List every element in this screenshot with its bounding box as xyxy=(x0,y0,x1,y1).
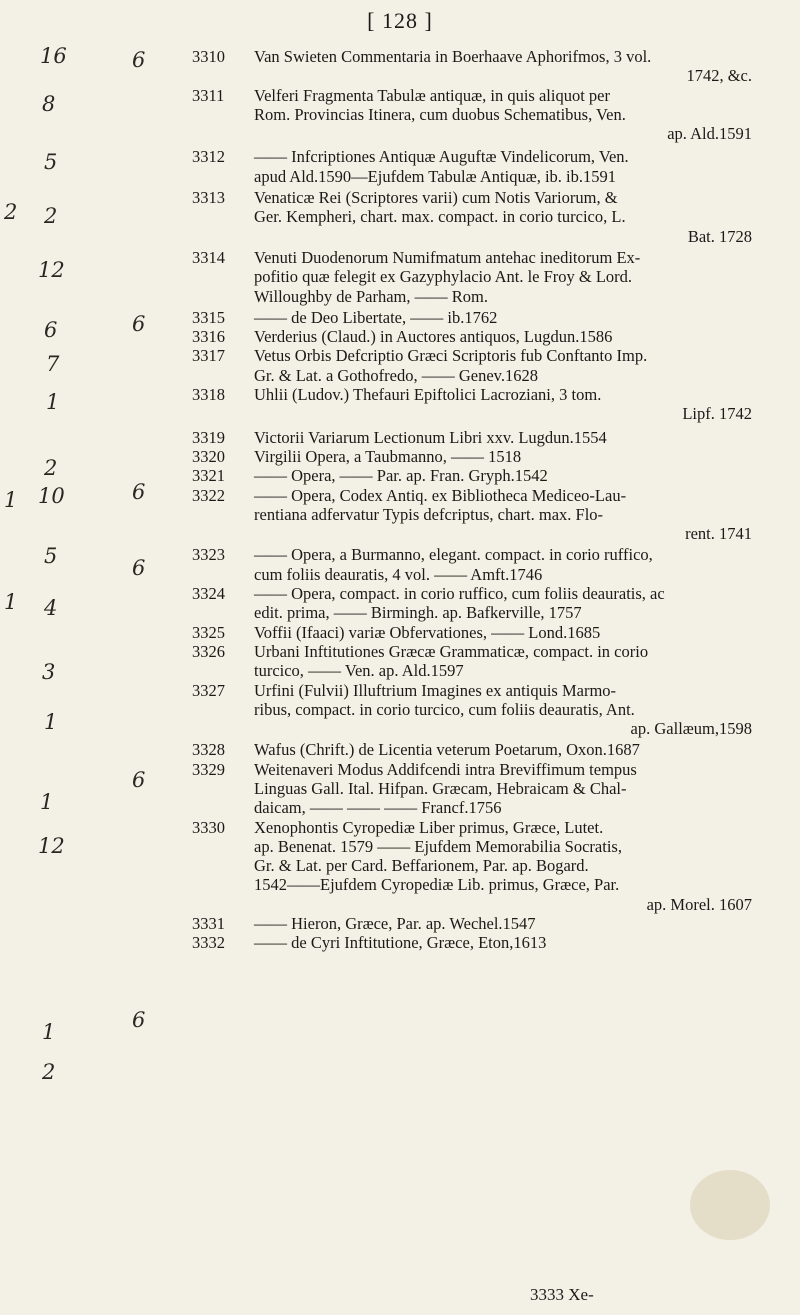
margin-note: 1 xyxy=(40,790,54,814)
entry-number: 3327 xyxy=(192,680,225,700)
entry-line: —— Opera, a Burmanno, elegant. compact. in corio ruffico, xyxy=(254,545,653,565)
margin-note-inner: 6 xyxy=(132,312,146,336)
entry-number: 3318 xyxy=(192,385,225,405)
margin-note: 7 xyxy=(46,352,60,376)
margin-note: 12 xyxy=(38,258,65,282)
catalogue-entry xyxy=(192,740,752,759)
catalogue-entry xyxy=(192,346,752,385)
entry-line: Venaticæ Rei (Scriptores varii) cum Notis Variorum, & xyxy=(254,188,618,208)
margin-note: 1 xyxy=(44,710,58,734)
entry-number: 3329 xyxy=(192,759,225,779)
catalogue-entry xyxy=(192,188,752,246)
entry-number: 3324 xyxy=(192,584,225,604)
entry-number: 3323 xyxy=(192,545,225,565)
margin-note-inner: 6 xyxy=(132,768,146,792)
entry-number: 3316 xyxy=(192,327,225,347)
entry-line: cum foliis deauratis, 4 vol. —— Amft.1746 xyxy=(254,564,543,584)
entry-number: 3317 xyxy=(192,346,225,366)
catchword: 3333 Xe- xyxy=(530,1285,594,1304)
entry-line: rent. 1741 xyxy=(685,524,752,544)
entry-number: 3330 xyxy=(192,817,225,837)
entry-line: Vetus Orbis Defcriptio Græci Scriptoris fub Conftanto Imp. xyxy=(254,346,648,366)
entry-line: ap. Ald.1591 xyxy=(667,124,752,144)
margin-note: 1 xyxy=(46,390,60,414)
margin-note: 2 xyxy=(44,456,58,480)
catalogue-entry xyxy=(192,327,752,346)
margin-note: 8 xyxy=(42,92,56,116)
catalogue-entry xyxy=(192,248,752,306)
entry-line: Venuti Duodenorum Numifmatum antehac ineditorum Ex- xyxy=(254,247,641,267)
entry-line: pofitio quæ felegit ex Gazyphylacio Ant. le Froy & Lord. xyxy=(254,267,633,287)
margin-note-inner: 6 xyxy=(132,48,146,72)
entry-line: —— de Cyri Inftitutione, Græce, Eton,1613 xyxy=(254,933,547,953)
catalogue-entry xyxy=(192,623,752,642)
entry-line: ap. Gallæum,1598 xyxy=(630,719,752,739)
catalogue-entry xyxy=(192,760,752,818)
margin-note-far: 2 xyxy=(4,200,18,224)
margin-note: 10 xyxy=(38,484,65,508)
entry-number: 3313 xyxy=(192,188,225,208)
entry-line: edit. prima, —— Birmingh. ap. Bafkerville, 1757 xyxy=(254,603,582,623)
entry-line: Willoughby de Parham, —— Rom. xyxy=(254,286,488,306)
entry-line: Velferi Fragmenta Tabulæ antiquæ, in quis aliquot per xyxy=(254,85,610,105)
entry-line: Ger. Kempheri, chart. max. compact. in corio turcico, L. xyxy=(254,207,626,227)
margin-note: 12 xyxy=(38,834,65,858)
entry-number: 3321 xyxy=(192,466,225,486)
margin-note: 6 xyxy=(44,318,58,342)
entry-line: 1542——Ejufdem Cyropediæ Lib. primus, Græce, Par. xyxy=(254,875,620,895)
margin-note: 2 xyxy=(42,1060,56,1084)
entry-line: ap. Benenat. 1579 —— Ejufdem Memorabilia Socratis, xyxy=(254,836,622,856)
page-number: [ 128 ] xyxy=(367,8,433,33)
entry-line: Lipf. 1742 xyxy=(682,404,752,424)
margin-note: 2 xyxy=(44,204,58,228)
entry-line: Voffii (Ifaaci) variæ Obfervationes, —— Lond.1685 xyxy=(254,622,601,642)
entry-line: Bat. 1728 xyxy=(687,226,752,246)
entry-line: Wafus (Chrift.) de Licentia veterum Poetarum, Oxon.1687 xyxy=(254,740,640,760)
entry-line: Linguas Gall. Ital. Hifpan. Græcam, Hebraicam & Chal- xyxy=(254,778,627,798)
catalogue-entry xyxy=(192,545,752,584)
entry-number: 3331 xyxy=(192,914,225,934)
entry-line: —— Hieron, Græce, Par. ap. Wechel.1547 xyxy=(254,914,536,934)
entry-line: Victorii Variarum Lectionum Libri xxv. Lugdun.1554 xyxy=(254,427,607,447)
entry-line: 1742, &c. xyxy=(686,66,752,86)
entry-line: Xenophontis Cyropediæ Liber primus, Græce, Lutet. xyxy=(254,817,604,837)
entry-line: apud Ald.1590—Ejufdem Tabulæ Antiquæ, ib. ib.1591 xyxy=(254,166,616,186)
entry-line: ap. Morel. 1607 xyxy=(646,894,752,914)
margin-note-far: 1 xyxy=(4,590,18,614)
entry-number: 3325 xyxy=(192,622,225,642)
entry-number: 3310 xyxy=(192,47,225,66)
entry-number: 3315 xyxy=(192,307,225,327)
entry-line: Virgilii Opera, a Taubmanno, —— 1518 xyxy=(254,446,522,466)
entry-number: 3319 xyxy=(192,427,225,447)
entry-number: 3314 xyxy=(192,247,225,267)
catalogue-entry xyxy=(192,914,752,933)
entry-line: Urbani Inftitutiones Græcæ Grammaticæ, compact. in corio xyxy=(254,641,649,661)
entry-number: 3311 xyxy=(192,85,225,105)
catalogue-entry xyxy=(192,933,752,952)
entry-number: 3328 xyxy=(192,740,225,760)
catalogue-entry xyxy=(192,466,752,485)
entry-line: Gr. & Lat. per Card. Beffarionem, Par. ap. Bogard. xyxy=(254,856,589,876)
entry-line: Verderius (Claud.) in Auctores antiquos, Lugdun.1586 xyxy=(254,327,613,347)
catalogue-entry xyxy=(192,818,752,914)
entry-number: 3312 xyxy=(192,147,225,167)
paper-stain xyxy=(690,1170,770,1240)
entry-line: Uhlii (Ludov.) Thefauri Epiftolici Lacroziani, 3 tom. xyxy=(254,385,602,405)
margin-note-inner: 6 xyxy=(132,556,146,580)
catalogue-entry xyxy=(192,486,752,544)
catalogue-entry xyxy=(192,584,752,623)
margin-note-inner: 6 xyxy=(132,1008,146,1032)
entry-number: 3320 xyxy=(192,446,225,466)
entry-line: turcico, —— Ven. ap. Ald.1597 xyxy=(254,661,464,681)
margin-note: 3 xyxy=(42,660,56,684)
margin-note-inner: 6 xyxy=(132,480,146,504)
catalogue-entry xyxy=(192,428,752,447)
catalogue-entry xyxy=(192,86,752,144)
entry-line: Rom. Provincias Itinera, cum duobus Schematibus, Ven. xyxy=(254,104,626,124)
catalogue-entry xyxy=(192,681,752,739)
margin-note: 4 xyxy=(44,596,58,620)
catalogue-entry xyxy=(192,47,752,86)
catalogue-entry xyxy=(192,447,752,466)
catalogue-entry xyxy=(192,147,752,186)
entry-line: ribus, compact. in corio turcico, cum foliis deauratis, Ant. xyxy=(254,699,635,719)
margin-note: 16 xyxy=(40,44,67,68)
entry-number: 3326 xyxy=(192,641,225,661)
entry-line: —— Opera, —— Par. ap. Fran. Gryph.1542 xyxy=(254,466,548,486)
catalogue-entry xyxy=(192,642,752,681)
entry-line: Van Swieten Commentaria in Boerhaave Aphorifmos, 3 vol. xyxy=(254,47,652,66)
margin-note-far: 1 xyxy=(4,488,18,512)
entry-number: 3332 xyxy=(192,933,225,953)
entry-line: rentiana adfervatur Typis defcriptus, chart. max. Flo- xyxy=(254,504,604,524)
margin-note: 5 xyxy=(44,544,58,568)
margin-note: 1 xyxy=(42,1020,56,1044)
entry-line: Weitenaveri Modus Addifcendi intra Breviffimum tempus xyxy=(254,759,637,779)
entry-line: daicam, —— —— —— Francf.1756 xyxy=(254,798,502,818)
catalogue-entry xyxy=(192,308,752,327)
entry-line: —— Infcriptiones Antiquæ Auguftæ Vindelicorum, Ven. xyxy=(254,147,629,167)
entry-line: Urfini (Fulvii) Illuftrium Imagines ex antiquis Marmo- xyxy=(254,680,617,700)
catalogue-entries xyxy=(192,47,752,953)
entry-line: —— Opera, Codex Antiq. ex Bibliotheca Mediceo-Lau- xyxy=(254,485,627,505)
entry-line: —— de Deo Libertate, —— ib.1762 xyxy=(254,307,498,327)
entry-number: 3322 xyxy=(192,485,225,505)
catalogue-entry xyxy=(192,385,752,424)
margin-note: 5 xyxy=(44,150,58,174)
entry-line: —— Opera, compact. in corio ruffico, cum foliis deauratis, ac xyxy=(254,584,665,604)
entry-line: Gr. & Lat. a Gothofredo, —— Genev.1628 xyxy=(254,365,538,385)
